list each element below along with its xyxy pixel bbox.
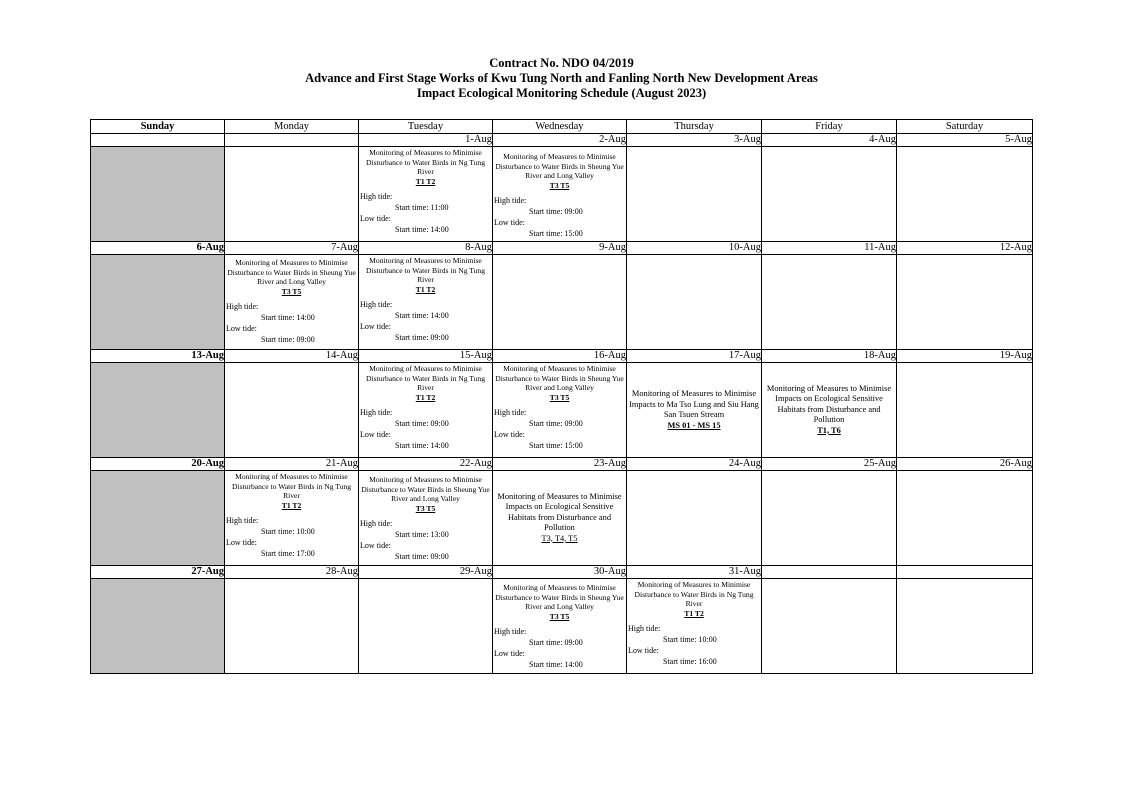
day-cell [225,363,359,458]
project-title: Advance and First Stage Works of Kwu Tung North and Fanling North New Development Areas [305,71,818,85]
date-cell: 30-Aug [493,566,627,579]
day-cell [359,363,493,458]
high-tide-time: Start time: 13:00 [395,530,449,539]
event-aug7 [225,255,358,345]
week-4-dates [91,458,1033,471]
low-tide-label: Low tide: [628,646,659,655]
low-tide-time: Start time: 09:00 [395,333,449,342]
high-tide-label: High tide: [494,196,527,205]
low-tide-label: Low tide: [360,541,391,550]
low-tide-time: Start time: 14:00 [395,441,449,450]
event-title: Monitoring of Measures to Minimise Disturbance to Water Birds in Ng Tung River [365,148,486,176]
high-tide-time: Start time: 14:00 [395,311,449,320]
day-cell [897,471,1033,566]
high-tide-time: Start time: 10:00 [663,635,717,644]
date-cell: 15-Aug [359,350,493,363]
date-cell [762,566,897,579]
high-tide-label: High tide: [360,519,393,528]
day-cell [627,471,762,566]
day-cell [493,471,627,566]
low-tide-label: Low tide: [226,538,257,547]
low-tide-label: Low tide: [360,322,391,331]
high-tide-label: High tide: [360,408,393,417]
date-cell: 14-Aug [225,350,359,363]
high-tide-label: High tide: [360,300,393,309]
sunday-shaded-cell [91,255,225,350]
low-tide-time: Start time: 09:00 [261,335,315,344]
week-3-events [91,363,1033,458]
low-tide-label: Low tide: [494,649,525,658]
date-cell: 27-Aug [91,566,225,579]
event-code: T3, T4, T5 [541,533,578,543]
high-tide-time: Start time: 11:00 [395,203,449,212]
week-1-dates [91,134,1033,147]
event-title: Monitoring of Measures to Minimise Disturbance to Water Birds in Sheung Yue River and Long Valley [495,364,624,392]
low-tide-label: Low tide: [360,214,391,223]
high-tide-time: Start time: 09:00 [529,638,583,647]
date-cell: 11-Aug [762,242,897,255]
sunday-shaded-cell [91,147,225,242]
event-title: Monitoring of Measures to Minimise Disturbance to Water Birds in Sheung Yue River and Long Valley [495,152,624,180]
date-cell: 21-Aug [225,458,359,471]
event-title: Monitoring of Measures to Minimise Disturbance to Water Birds in Ng Tung River [365,364,486,392]
date-cell: 12-Aug [897,242,1033,255]
date-cell: 19-Aug [897,350,1033,363]
low-tide-time: Start time: 15:00 [529,229,583,238]
day-cell [627,147,762,242]
low-tide-time: Start time: 15:00 [529,441,583,450]
date-cell: 5-Aug [897,134,1033,147]
date-cell: 4-Aug [762,134,897,147]
event-code: T1 T2 [415,176,436,186]
event-title: Monitoring of Measures to Minimise Disturbance to Water Birds in Ng Tung River [634,580,754,608]
event-aug2 [493,147,626,239]
day-cell [762,363,897,458]
event-code: T3 T5 [549,392,570,402]
weekday-header-row [91,120,1033,134]
date-cell: 26-Aug [897,458,1033,471]
event-title: Monitoring of Measures to Minimise Disturbance to Water Birds in Sheung Yue River and Long Valley [361,475,490,503]
week-4-events [91,471,1033,566]
date-cell: 20-Aug [91,458,225,471]
day-cell [493,579,627,674]
event-aug16 [493,363,626,451]
date-cell: 6-Aug [91,242,225,255]
week-3-dates [91,350,1033,363]
sunday-shaded-cell [91,471,225,566]
event-code: MS 01 - MS 15 [667,420,721,430]
event-aug18 [762,363,896,457]
high-tide-label: High tide: [494,627,527,636]
day-cell [225,579,359,674]
day-cell [762,471,897,566]
event-title: Monitoring of Measures to Minimise Disturbance to Water Birds in Sheung Yue River and Long Valley [495,583,624,611]
day-cell [897,579,1033,674]
event-aug1 [359,147,492,235]
day-header-friday: Friday [762,120,897,134]
day-cell [225,471,359,566]
high-tide-label: High tide: [226,516,259,525]
event-aug22 [359,471,492,562]
low-tide-label: Low tide: [494,430,525,439]
event-aug23 [493,471,626,565]
date-cell: 31-Aug [627,566,762,579]
date-cell: 22-Aug [359,458,493,471]
week-5-events [91,579,1033,674]
event-aug31 [627,579,761,667]
day-cell [627,255,762,350]
low-tide-time: Start time: 14:00 [395,225,449,234]
day-header-tuesday: Tuesday [359,120,493,134]
event-code: T1 T2 [281,500,302,510]
day-cell [897,147,1033,242]
date-cell: 3-Aug [627,134,762,147]
date-cell: 7-Aug [225,242,359,255]
high-tide-label: High tide: [226,302,259,311]
high-tide-label: High tide: [628,624,661,633]
date-cell: 28-Aug [225,566,359,579]
date-cell: 24-Aug [627,458,762,471]
day-cell [225,147,359,242]
date-cell: 2-Aug [493,134,627,147]
day-cell [762,147,897,242]
date-cell: 10-Aug [627,242,762,255]
event-code: T3 T5 [281,286,302,296]
event-code: T1 T2 [415,392,436,402]
contract-number: Contract No. NDO 04/2019 [489,56,634,70]
event-code: T1, T6 [817,425,841,435]
low-tide-time: Start time: 16:00 [663,657,717,666]
low-tide-time: Start time: 17:00 [261,549,315,558]
event-title: Monitoring of Measures to Minimise Disturbance to Water Birds in Ng Tung River [365,256,486,284]
day-header-saturday: Saturday [897,120,1033,134]
day-cell [897,363,1033,458]
date-cell: 25-Aug [762,458,897,471]
event-aug30 [493,579,626,670]
date-cell [225,134,359,147]
day-cell [359,579,493,674]
low-tide-label: Low tide: [226,324,257,333]
week-2-events [91,255,1033,350]
date-cell: 9-Aug [493,242,627,255]
sunday-shaded-cell [91,579,225,674]
low-tide-time: Start time: 09:00 [395,552,449,561]
high-tide-time: Start time: 09:00 [529,207,583,216]
day-header-sunday: Sunday [91,120,225,134]
schedule-title: Impact Ecological Monitoring Schedule (August 2023) [416,86,707,100]
event-aug17 [627,363,761,457]
high-tide-time: Start time: 10:00 [261,527,315,536]
event-code: T1 T2 [415,284,436,294]
event-title: Monitoring of Measures to Minimise Disturbance to Water Birds in Sheung Yue River and Long Valley [227,258,356,286]
date-cell: 23-Aug [493,458,627,471]
day-cell [762,255,897,350]
event-code: T3 T5 [415,503,436,513]
day-cell [897,255,1033,350]
date-cell: 8-Aug [359,242,493,255]
sunday-shaded-cell [91,363,225,458]
day-cell [762,579,897,674]
date-cell: 1-Aug [359,134,493,147]
event-aug21 [225,471,358,559]
monitoring-calendar [90,119,1033,674]
week-1-events [91,147,1033,242]
day-cell [359,471,493,566]
day-cell [225,255,359,350]
date-cell [897,566,1033,579]
date-cell: 13-Aug [91,350,225,363]
event-aug15 [359,363,492,451]
high-tide-time: Start time: 09:00 [529,419,583,428]
day-header-monday: Monday [225,120,359,134]
day-cell [359,255,493,350]
high-tide-time: Start time: 09:00 [395,419,449,428]
day-cell [359,147,493,242]
date-cell [91,134,225,147]
date-cell: 17-Aug [627,350,762,363]
high-tide-time: Start time: 14:00 [261,313,315,322]
event-title: Monitoring of Measures to Minimise Impacts on Ecological Sensitive Habitats from Disturbance and Pollution [766,383,892,425]
event-title: Monitoring of Measures to Minimise Disturbance to Water Birds in Ng Tung River [231,472,352,500]
date-cell: 29-Aug [359,566,493,579]
low-tide-time: Start time: 14:00 [529,660,583,669]
event-title: Monitoring of Measures to Minimise Impacts on Ecological Sensitive Habitats from Disturbance and Pollution [497,491,622,533]
event-aug8 [359,255,492,343]
event-code: T1 T2 [684,608,704,618]
high-tide-label: High tide: [494,408,527,417]
week-2-dates [91,242,1033,255]
day-cell [493,255,627,350]
event-code: T3 T5 [549,180,570,190]
day-header-thursday: Thursday [627,120,762,134]
low-tide-label: Low tide: [494,218,525,227]
day-cell [627,363,762,458]
low-tide-label: Low tide: [360,430,391,439]
day-header-wednesday: Wednesday [493,120,627,134]
week-5-dates [91,566,1033,579]
day-cell [493,147,627,242]
date-cell: 16-Aug [493,350,627,363]
event-title: Monitoring of Measures to Minimise Impacts to Ma Tso Lung and Siu Hang San Tsuen Stream [629,389,759,419]
event-code: T3 T5 [549,611,570,621]
document-header [0,56,1123,101]
high-tide-label: High tide: [360,192,393,201]
day-cell [627,579,762,674]
date-cell: 18-Aug [762,350,897,363]
day-cell [493,363,627,458]
